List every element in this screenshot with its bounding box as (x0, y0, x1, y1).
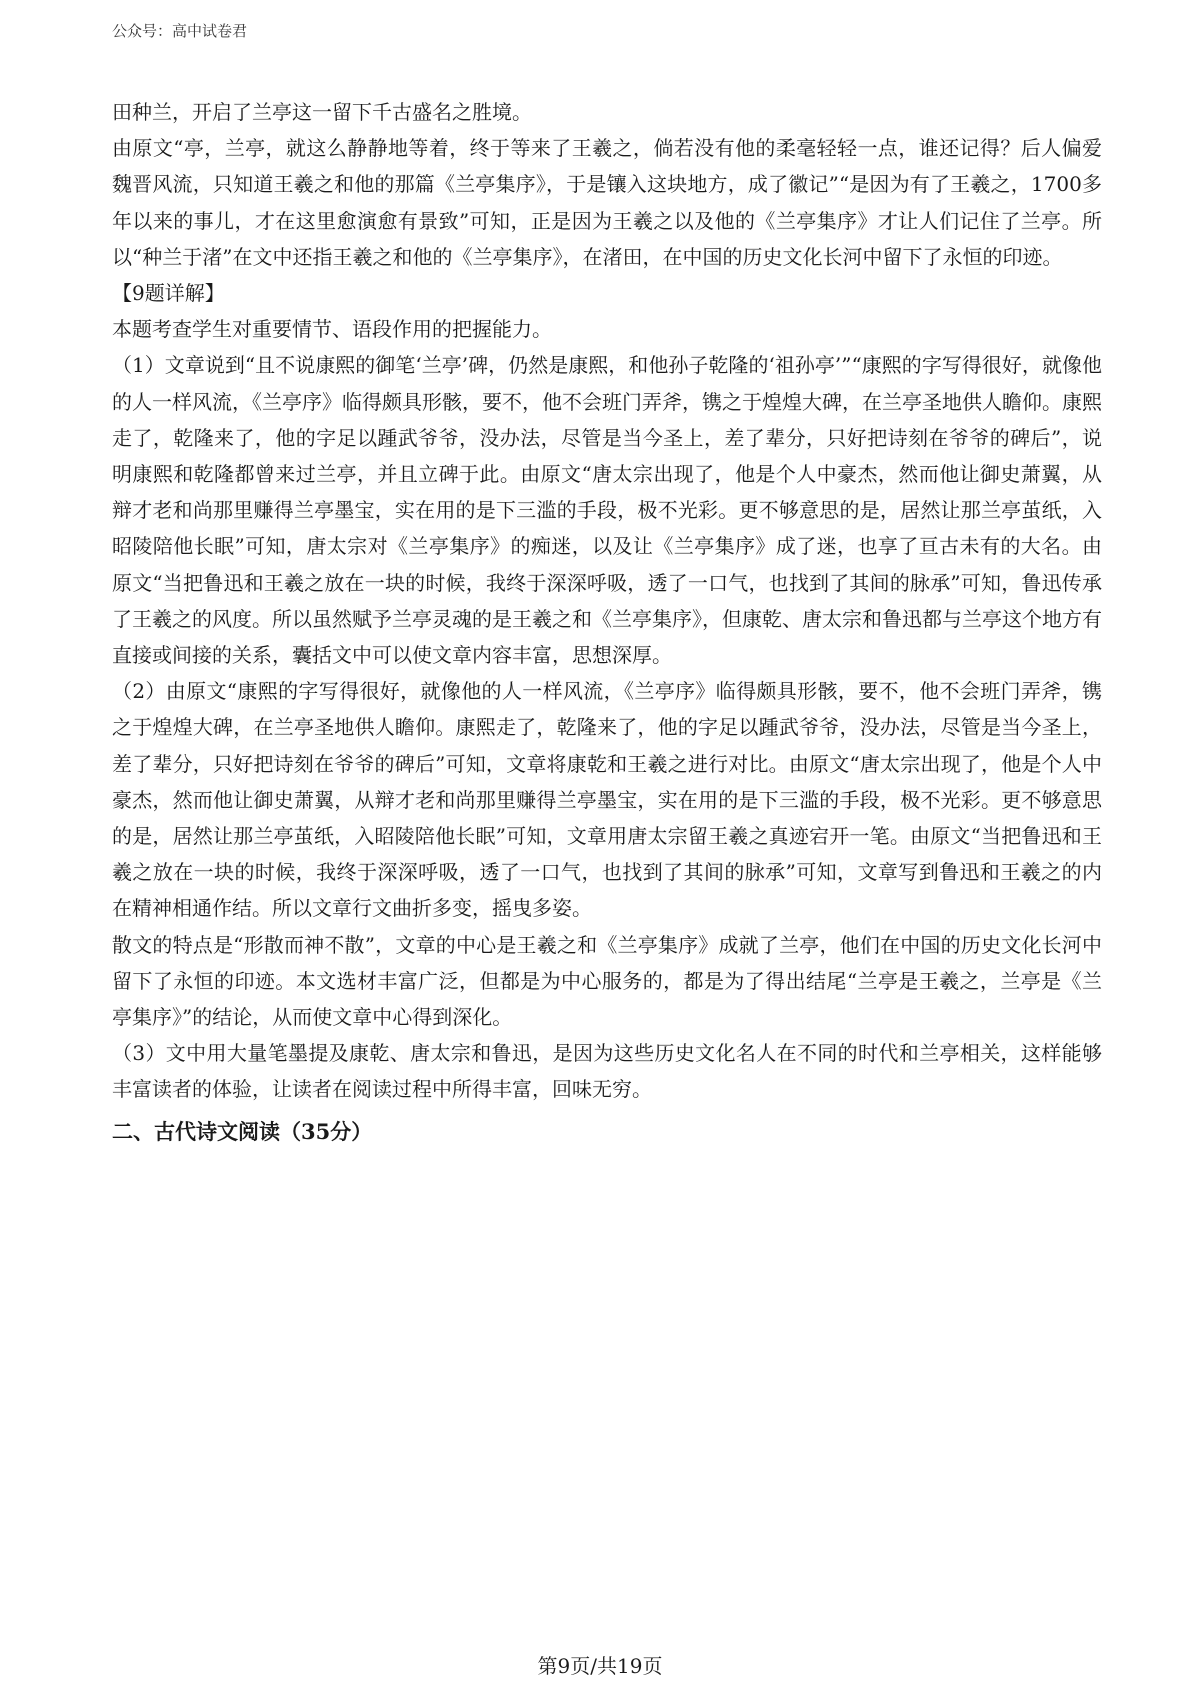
paragraph-point-2: （2）由原文“康熙的字写得很好，就像他的人一样风流，《兰亭序》临得颇具形骸，要不，他不会班门弄斧，镌之于煌煌大碑，在兰亭圣地供人瞻仰。康熙走了，乾隆来了，他的字足以踵武爷爷，没办法，尽管是当今圣上，差了辈分，只好把诗刻在爷爷的碑后”可知，文章将康乾和王羲之进行对比。由原文“唐太宗出现了，他是个人中豪杰，然而他让御史萧翼，从辩才老和尚那里赚得兰亭墨宝，实在用的是下三滥的手段，极不光彩。更不够意思的是，居然让那兰亭茧纸，入昭陵陪他长眠”可知，文章用唐太宗留王羲之真迹宕开一笔。由原文“当把鲁迅和王羲之放在一块的时候，我终于深深呼吸，透了一口气，也找到了其间的脉承”可知，文章写到鲁迅和王羲之的内在精神相通作结。所以文章行文曲折多变，摇曳多姿。 (112, 679, 1102, 921)
page-number: 第9页/共19页 (537, 1654, 663, 1678)
paragraph-prose-feature: 散文的特点是“形散而神不散”，文章的中心是王羲之和《兰亭集序》成就了兰亭，他们在中国的历史文化长河中留下了永恒的印迹。本文选材丰富广泛，但都是为中心服务的，都是为了得出结尾“兰亭是王羲之，兰亭是《兰亭集序》”的结论，从而使文章中心得到深化。 (112, 932, 1102, 1030)
paragraph-point-1: （1）文章说到“且不说康熙的御笔‘兰亭’碑，仍然是康熙，和他孙子乾隆的‘祖孙亭’”“康熙的字写得很好，就像他的人一样风流，《兰亭序》临得颇具形骸，要不，他不会班门弄斧，镌之于煌煌大碑，在兰亭圣地供人瞻仰。康熙走了，乾隆来了，他的字足以踵武爷爷，没办法，尽管是当今圣上，差了辈分，只好把诗刻在爷爷的碑后”，说明康熙和乾隆都曾来过兰亭，并且立碑于此。由原文“唐太宗出现了，他是个人中豪杰，然而他让御史萧翼，从辩才老和尚那里赚得兰亭墨宝，实在用的是下三滥的手段，极不光彩。更不够意思的是，居然让那兰亭茧纸，入昭陵陪他长眠”可知，唐太宗对《兰亭集序》的痴迷，以及让《兰亭集序》成了迷，也享了亘古未有的大名。由原文“当把鲁迅和王羲之放在一块的时候，我终于深深呼吸，透了一口气，也找到了其间的脉承”可知，鲁迅传承了王羲之的风度。所以虽然赋予兰亭灵魂的是王羲之和《兰亭集序》，但康乾、唐太宗和鲁迅都与兰亭这个地方有直接或间接的关系，囊括文中可以使文章内容丰富，思想深厚。 (112, 353, 1102, 668)
paragraph-point-3: （3）文中用大量笔墨提及康乾、唐太宗和鲁迅，是因为这些历史文化名人在不同的时代和兰亭相关，这样能够丰富读者的体验，让读者在阅读过程中所得丰富，回味无穷。 (112, 1041, 1102, 1102)
paragraph-intro-9: 本题考查学生对重要情节、语段作用的把握能力。 (112, 317, 552, 342)
watermark-text: 公众号：高中试卷君 (112, 22, 248, 40)
question-9-heading: 【9题详解】 (112, 281, 225, 306)
document-body (112, 94, 1102, 1150)
paragraph-analysis-8: 由原文“亭，兰亭，就这么静静地等着，终于等来了王羲之，倘若没有他的柔毫轻轻一点，谁还记得？后人偏爱魏晋风流，只知道王羲之和他的那篇《兰亭集序》，于是镶入这块地方，成了徽记”“是因为有了王羲之，1700多年以来的事儿，才在这里愈演愈有景致”可知，正是因为王羲之以及他的《兰亭集序》才让人们记住了兰亭。所以“种兰于渚”在文中还指王羲之和他的《兰亭集序》，在渚田，在中国的历史文化长河中留下了永恒的印迹。 (112, 136, 1102, 269)
paragraph-continuation: 田种兰，开启了兰亭这一留下千古盛名之胜境。 (112, 100, 532, 124)
section-title: 二、古代诗文阅读（35分） (112, 1118, 373, 1144)
